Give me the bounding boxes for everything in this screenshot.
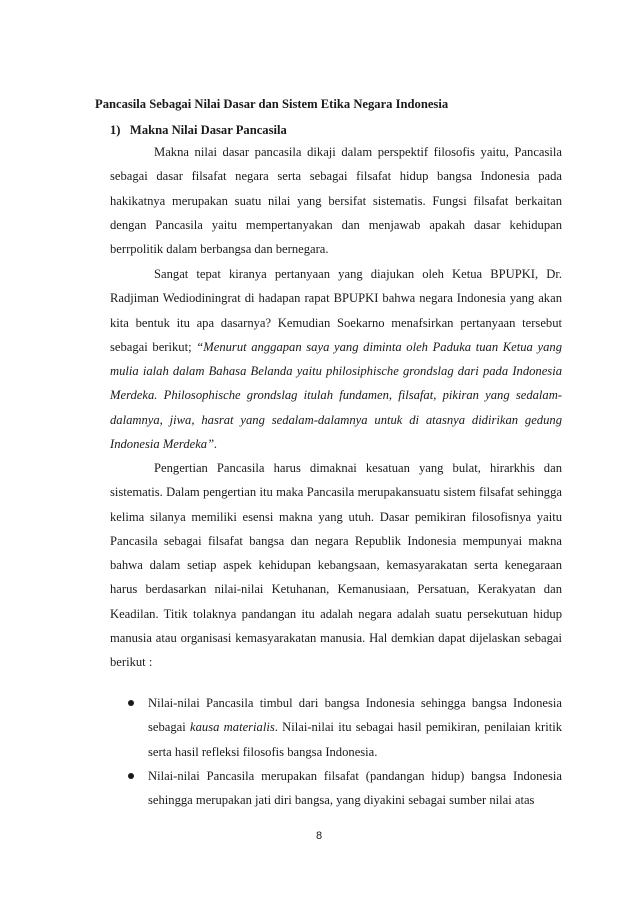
list-item: [110, 764, 562, 813]
bullet-icon: [128, 700, 134, 706]
bullet-1-text-b: . Nilai-nilai itu sebagai hasil pemikiran, penilaian kritik serta hasil refleksi filosofis bangsa Indonesia.: [148, 720, 563, 759]
subsection-heading: 1) Makna Nilai Dasar Pancasila: [110, 123, 287, 137]
paragraph-2-text: Sangat tepat kiranya pertanyaan yang diajukan oleh Ketua BPUPKI, Dr. Radjiman Wediodiningrat di hadapan rapat BPUPKI bahwa negara Indonesia yang akan kita bentuk itu apa dasarnya? Kemudian Soekarno menafsirkan pertanyaan tersebut sebagai berikut;: [110, 267, 562, 354]
bullet-1-emphasis: kausa materialis: [190, 720, 275, 735]
section-heading: Pancasila Sebagai Nilai Dasar dan Sistem Etika Negara Indonesia: [95, 97, 449, 111]
paragraph-3-text: Pengertian Pancasila harus dimaknai kesatuan yang bulat, hirarkhis dan sistematis. Dalam pengertian itu maka Pancasila merupakansuatu sistem filsafat sehingga kelima silanya memiliki esensi makna yang utuh. Dasar pemikiran filosofisnya yaitu Pancasila sebagai filsafat bangsa dan negara Republik Indonesia mempunyai makna bahwa dalam setiap aspek kehidupan kebangsaan, kemasyarakatan serta kenegaraan harus berdasarkan nilai-nilai Ketuhanan, Kemanusiaan, Persatuan, Kerakyatan dan Keadilan. Titik tolaknya pandangan itu adalah negara adalah suatu persekutuan hidup manusia atau organisasi kemasyarakatan manusia. Hal demkian dapat dijelaskan sebagai berikut :: [110, 461, 562, 670]
bullet-icon: [128, 773, 134, 779]
list-item: [110, 691, 562, 764]
soekarno-quote: “Menurut anggapan saya yang diminta oleh Paduka tuan Ketua yang mulia ialah dalam Bahasa Belanda yaitu philosiphische grondslag dari pada Indonesia Merdeka. Philosophische grondslag itulah fundamen, filsafat, pikiran yang sedalam-dalamnya, jiwa, hasrat yang sedalam-dalamnya untuk di atasnya didirikan gedung Indonesia Merdeka”.: [110, 339, 562, 452]
paragraph-1-text: Makna nilai dasar pancasila dikaji dalam perspektif filosofis yaitu, Pancasila sebagai dasar filsafat negara serta sebagai filsafat hidup bangsa Indonesia pada hakikatnya merupakan suatu nilai yang bersifat sistematis. Fungsi filsafat berkaitan dengan Pancasila yaitu mempertanyakan dan menjawab apakah dasar kehidupan berrpolitik dalam berbangsa dan bernegara.: [110, 145, 562, 257]
paragraph-1: [110, 140, 562, 261]
page-number: 8: [315, 830, 323, 842]
bullet-list: [110, 691, 562, 812]
paragraph-3: [110, 456, 562, 675]
bullet-1-text-a: Nilai-nilai Pancasila timbul dari bangsa Indonesia sehingga bangsa Indonesia sebagai: [148, 696, 562, 735]
bullet-2-text: Nilai-nilai Pancasila merupakan filsafat (pandangan hidup) bangsa Indonesia sehingga merupakan jati diri bangsa, yang diyakini sebagai sumber nilai atas: [148, 768, 562, 808]
paragraph-2: [110, 262, 562, 456]
